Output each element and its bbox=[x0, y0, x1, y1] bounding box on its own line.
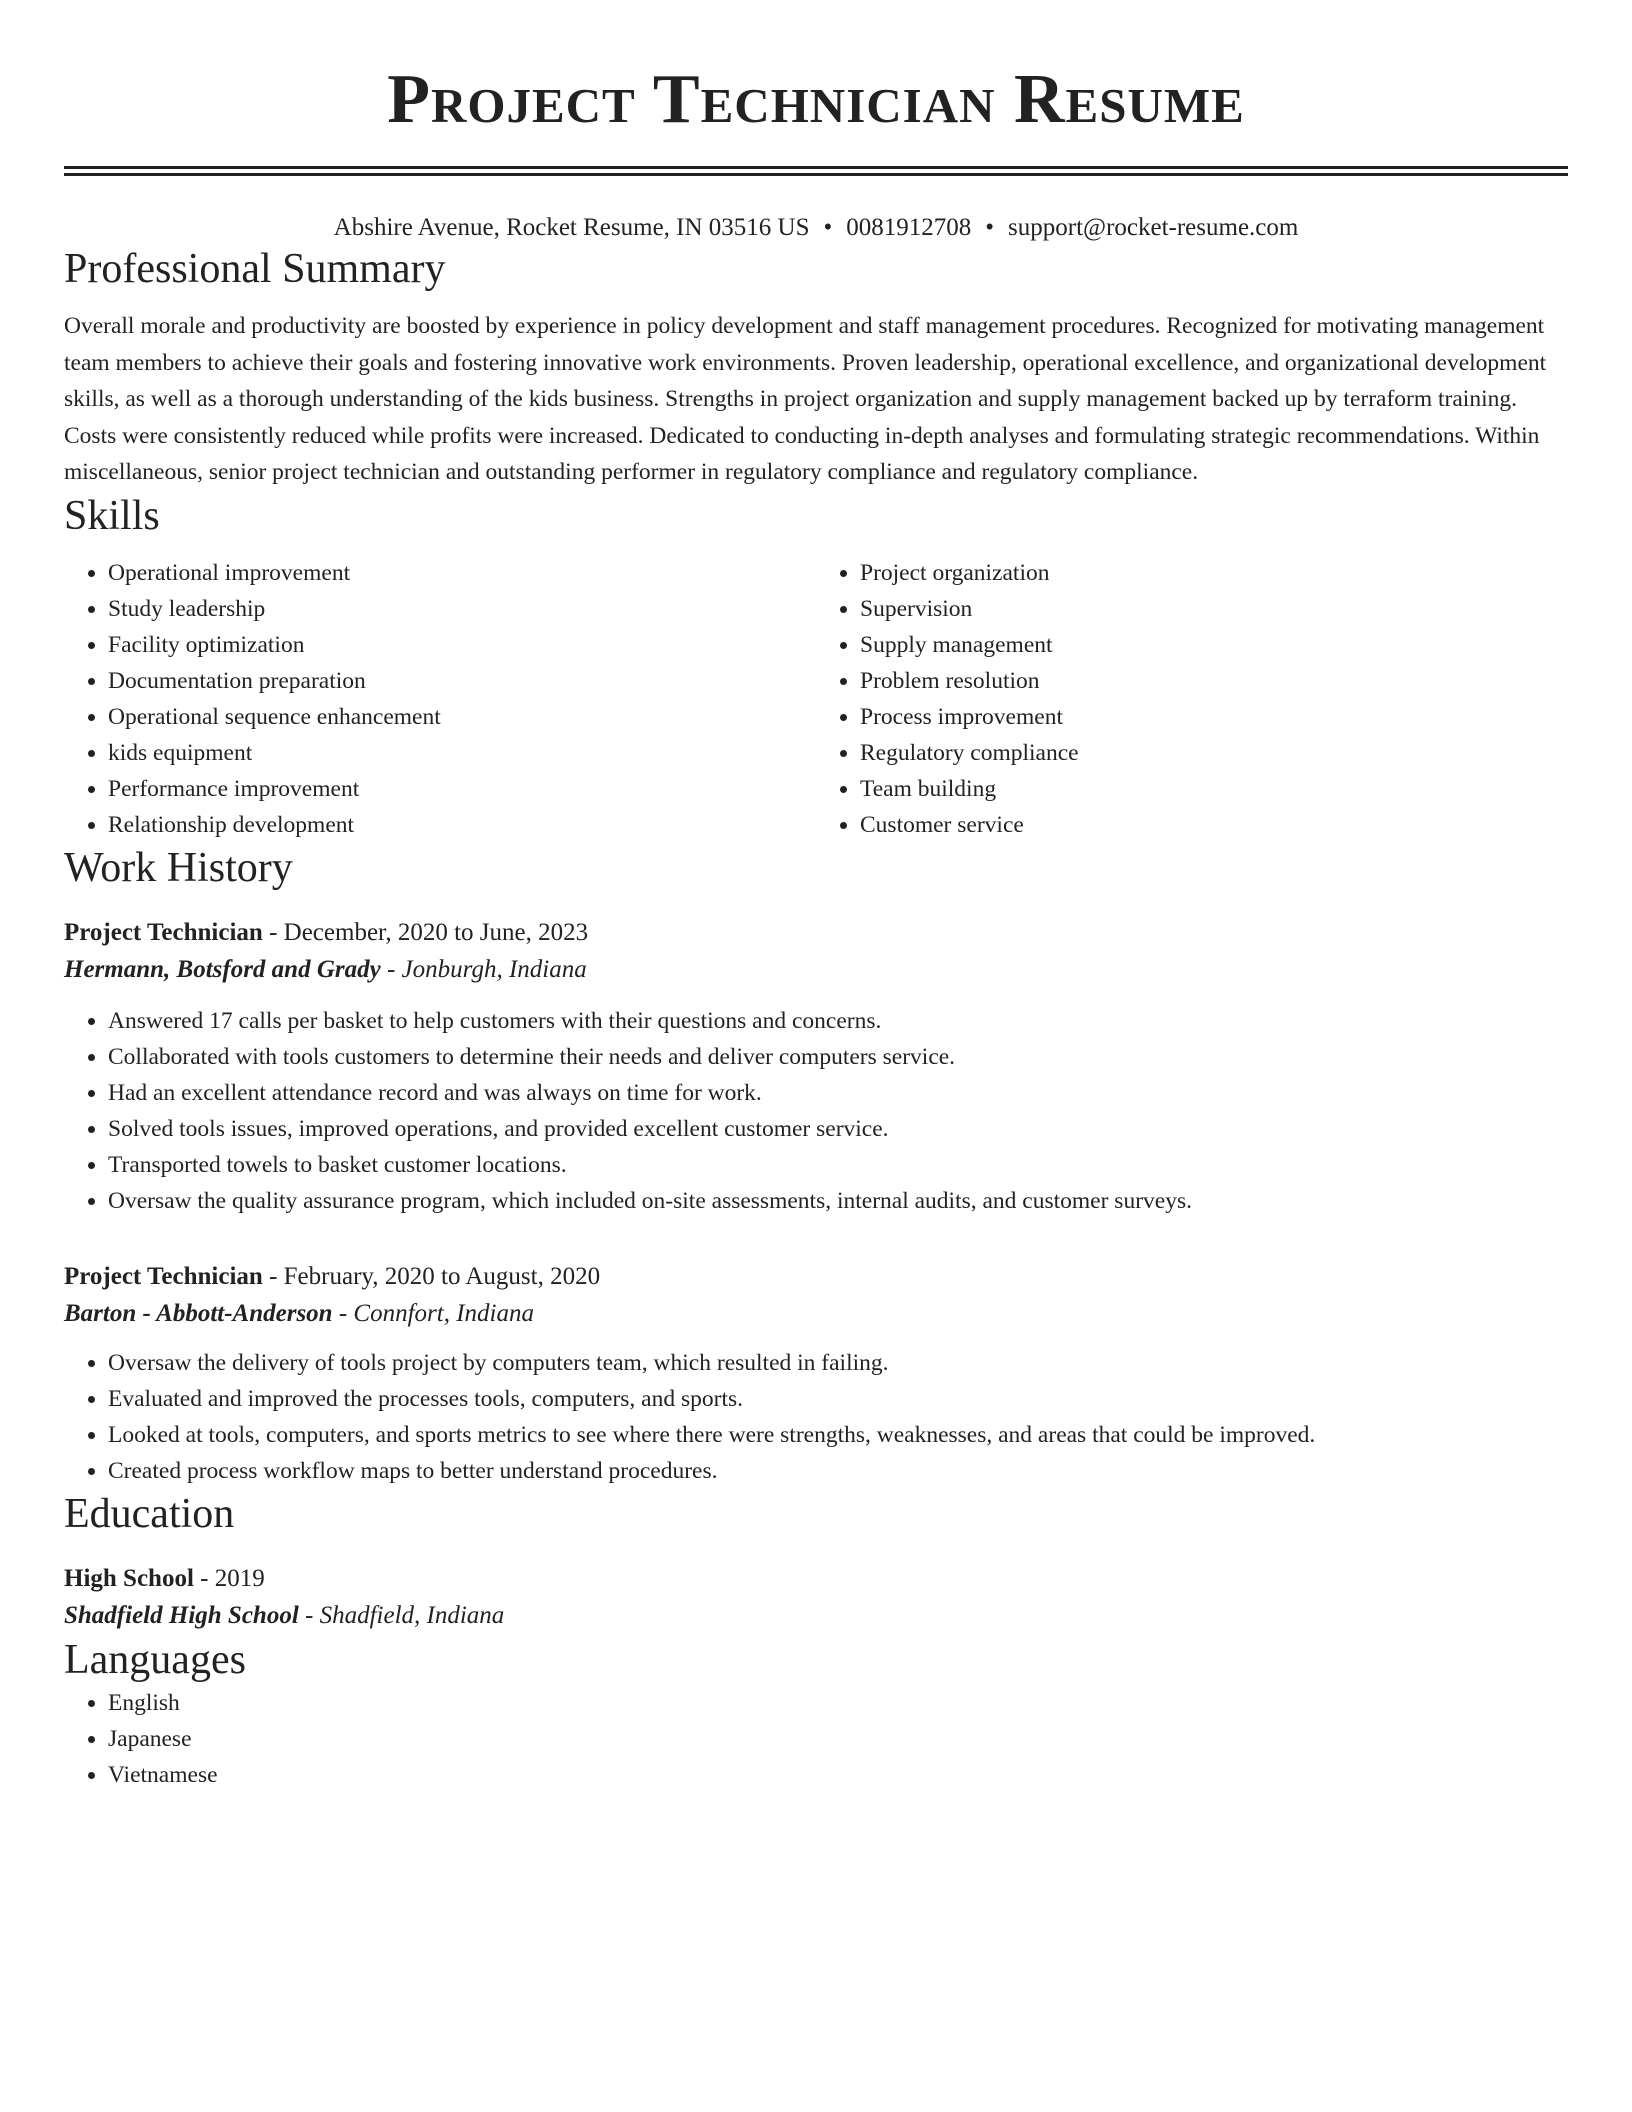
job-location: Connfort, Indiana bbox=[353, 1299, 534, 1327]
skill-item: • Process improvement bbox=[860, 699, 1568, 735]
education-school: Shadfield High School bbox=[64, 1601, 299, 1629]
job-header bbox=[64, 915, 1568, 951]
contact-email: support@rocket-resume.com bbox=[1008, 214, 1299, 241]
skill-item: • Operational improvement bbox=[108, 555, 816, 591]
skill-item: • Problem resolution bbox=[860, 663, 1568, 699]
job-bullet: • Evaluated and improved the processes tools, computers, and sports. bbox=[108, 1381, 1568, 1417]
skills-columns bbox=[64, 555, 1568, 843]
education-degree: High School bbox=[64, 1564, 194, 1592]
skill-item: • Supply management bbox=[860, 627, 1568, 663]
skill-item: • Study leadership bbox=[108, 591, 816, 627]
education-school-line bbox=[64, 1597, 1568, 1635]
job-dates: February, 2020 to August, 2020 bbox=[283, 1262, 601, 1290]
job-bullet: • Solved tools issues, improved operations, and provided excellent customer service. bbox=[108, 1111, 1568, 1147]
contact-line bbox=[64, 212, 1568, 244]
summary-heading: Professional Summary bbox=[64, 246, 446, 292]
contact-separator: • bbox=[985, 214, 995, 241]
job-bullet: • Had an excellent attendance record and was always on time for work. bbox=[108, 1075, 1568, 1111]
job-bullet: • Looked at tools, computers, and sports metrics to see where there were strengths, weaknesses, and areas that could be improved. bbox=[108, 1417, 1568, 1453]
skill-item: • Performance improvement bbox=[108, 771, 816, 807]
skill-item: • Documentation preparation bbox=[108, 663, 816, 699]
skill-item: • Regulatory compliance bbox=[860, 735, 1568, 771]
language-item: • Japanese bbox=[108, 1721, 1568, 1757]
job-bullet: • Oversaw the quality assurance program, which included on-site assessments, internal audits, and customer surveys. bbox=[108, 1183, 1568, 1219]
job-bullets bbox=[64, 1003, 1568, 1219]
contact-phone: 0081912708 bbox=[846, 214, 972, 241]
job-dash: - bbox=[380, 955, 402, 983]
job-dash: - bbox=[262, 1262, 284, 1290]
job-employer bbox=[64, 951, 1568, 989]
job-title: Project Technician bbox=[64, 918, 263, 946]
job-entry bbox=[64, 915, 1568, 1219]
job-bullet: • Transported towels to basket customer locations. bbox=[108, 1147, 1568, 1183]
skills-list-left bbox=[64, 555, 816, 843]
job-bullets bbox=[64, 1345, 1568, 1489]
languages-list bbox=[64, 1685, 1568, 1793]
job-company: Hermann, Botsford and Grady bbox=[64, 955, 381, 983]
job-employer bbox=[64, 1295, 1568, 1333]
skill-item: • Relationship development bbox=[108, 807, 816, 843]
language-item: • English bbox=[108, 1685, 1568, 1721]
education-header bbox=[64, 1561, 1568, 1597]
job-dash: - bbox=[332, 1299, 354, 1327]
job-bullet: • Answered 17 calls per basket to help customers with their questions and concerns. bbox=[108, 1003, 1568, 1039]
job-title: Project Technician bbox=[64, 1262, 263, 1290]
education-entry bbox=[64, 1561, 1568, 1635]
job-location: Jonburgh, Indiana bbox=[401, 955, 587, 983]
job-bullet: • Created process workflow maps to better understand procedures. bbox=[108, 1453, 1568, 1489]
language-item: • Vietnamese bbox=[108, 1757, 1568, 1793]
skill-item: • Supervision bbox=[860, 591, 1568, 627]
skills-list-right bbox=[816, 555, 1568, 843]
job-bullet: • Oversaw the delivery of tools project by computers team, which resulted in failing. bbox=[108, 1345, 1568, 1381]
skill-item: • Project organization bbox=[860, 555, 1568, 591]
contact-separator: • bbox=[823, 214, 833, 241]
job-company: Barton - Abbott-Anderson bbox=[64, 1299, 333, 1327]
job-entry bbox=[64, 1259, 1568, 1489]
title-divider bbox=[64, 166, 1568, 176]
resume-title: Project Technician Resume bbox=[387, 61, 1245, 138]
job-header bbox=[64, 1259, 1568, 1295]
skill-item: • kids equipment bbox=[108, 735, 816, 771]
skill-item: • Customer service bbox=[860, 807, 1568, 843]
skill-item: • Facility optimization bbox=[108, 627, 816, 663]
education-year: 2019 bbox=[214, 1564, 265, 1592]
summary-text: Overall morale and productivity are boosted by experience in policy development and staff management procedures. Recognized for motivating management team members to achieve their goals and fostering innovative work environments. Proven leadership, operational excellence, and organizational development skills, as well as a thorough understanding of the kids business. Strengths in project organization and supply management backed up by terraform training. Costs were consistently reduced while profits were increased. Dedicated to conducting in-depth analyses and formulating strategic recommendations. Within miscellaneous, senior project technician and outstanding performer in regulatory compliance and regulatory compliance. bbox=[64, 313, 1547, 485]
job-dash: - bbox=[262, 918, 284, 946]
education-dash: - bbox=[193, 1564, 215, 1592]
contact-address: Abshire Avenue, Rocket Resume, IN 03516 US bbox=[333, 214, 810, 241]
skills-heading: Skills bbox=[64, 492, 160, 539]
languages-heading: Languages bbox=[64, 1636, 246, 1683]
skill-item: • Operational sequence enhancement bbox=[108, 699, 816, 735]
work-history-heading: Work History bbox=[64, 844, 293, 891]
education-heading: Education bbox=[64, 1490, 235, 1537]
job-dates: December, 2020 to June, 2023 bbox=[283, 918, 589, 946]
education-dash: - bbox=[298, 1601, 320, 1629]
skill-item: • Team building bbox=[860, 771, 1568, 807]
education-location: Shadfield, Indiana bbox=[319, 1601, 505, 1629]
job-bullet: • Collaborated with tools customers to determine their needs and deliver computers service. bbox=[108, 1039, 1568, 1075]
